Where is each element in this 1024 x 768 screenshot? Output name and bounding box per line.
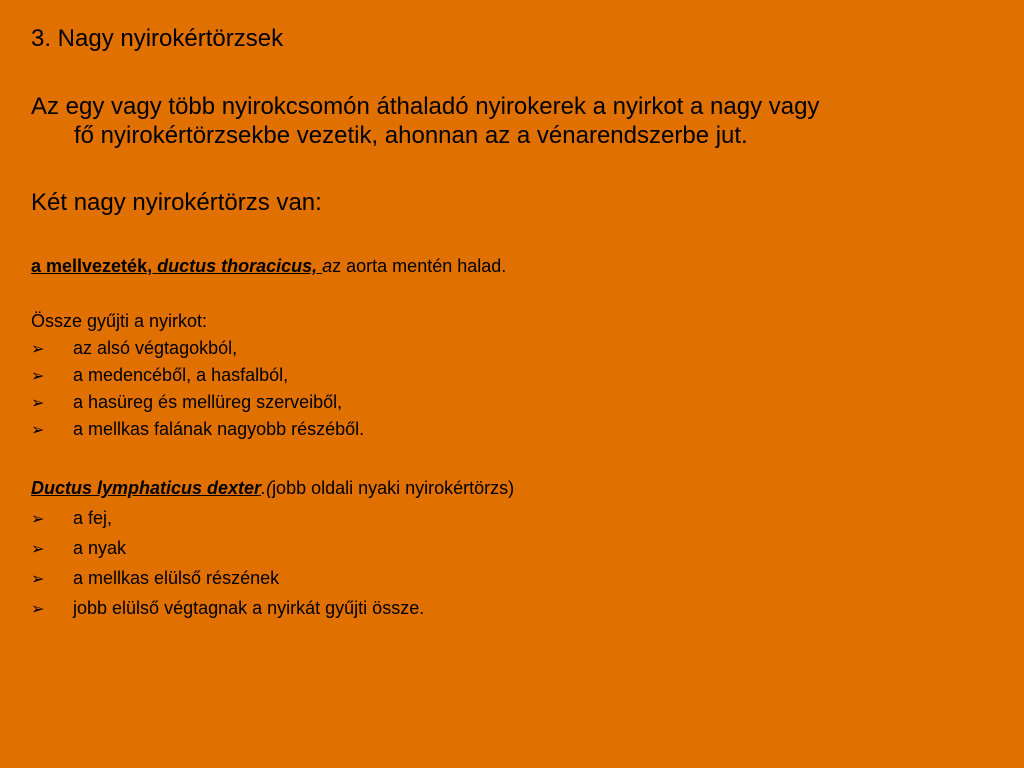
list-item: ➢ a mellkas elülső részének bbox=[31, 567, 279, 591]
two-trunks-text: Két nagy nyirokértörzs van: bbox=[31, 189, 322, 216]
list-item: ➢ a hasüreg és mellüreg szerveiből, bbox=[31, 391, 342, 415]
arrow-bullet-icon: ➢ bbox=[31, 422, 45, 439]
dexter-rest: jobb oldali nyaki nyirokértörzs) bbox=[272, 478, 515, 498]
thoracic-italic-a: a bbox=[322, 256, 333, 276]
arrow-bullet-icon: ➢ bbox=[31, 511, 45, 528]
list-item: ➢ jobb elülső végtagnak a nyirkát gyűjti össze. bbox=[31, 597, 424, 621]
thoracic-bold: a mellvezeték, bbox=[31, 256, 158, 276]
arrow-bullet-icon: ➢ bbox=[31, 341, 45, 358]
list-item: ➢ a mellkas falának nagyobb részéből. bbox=[31, 418, 364, 442]
intro-line-2: fő nyirokértörzsekbe vezetik, ahonnan az a vénarendszerbe jut. bbox=[74, 122, 748, 149]
list-item: ➢ a nyak bbox=[31, 537, 126, 561]
dexter-latin: Ductus lymphaticus dexter bbox=[31, 478, 262, 498]
thoracic-rest: z aorta mentén halad. bbox=[332, 256, 507, 276]
list-item: ➢ az alsó végtagokból, bbox=[31, 337, 237, 361]
dexter-line bbox=[31, 477, 514, 499]
dexter-punct: .( bbox=[261, 478, 273, 498]
arrow-bullet-icon: ➢ bbox=[31, 368, 45, 385]
list-item: ➢ a medencéből, a hasfalból, bbox=[31, 364, 288, 388]
thoracic-duct-line bbox=[31, 255, 506, 277]
list-item: ➢ a fej, bbox=[31, 507, 112, 531]
arrow-bullet-icon: ➢ bbox=[31, 541, 45, 558]
intro-line-1: Az egy vagy több nyirokcsomón áthaladó nyirokerek a nyirkot a nagy vagy bbox=[31, 93, 820, 120]
slide-heading: 3. Nagy nyirokértörzsek bbox=[31, 25, 284, 52]
arrow-bullet-icon: ➢ bbox=[31, 601, 45, 618]
intro-paragraph bbox=[31, 92, 991, 150]
arrow-bullet-icon: ➢ bbox=[31, 395, 45, 412]
thoracic-latin: ductus thoracicus, bbox=[157, 256, 323, 276]
arrow-bullet-icon: ➢ bbox=[31, 571, 45, 588]
collects-label: Össze gyűjti a nyirkot: bbox=[31, 311, 208, 331]
